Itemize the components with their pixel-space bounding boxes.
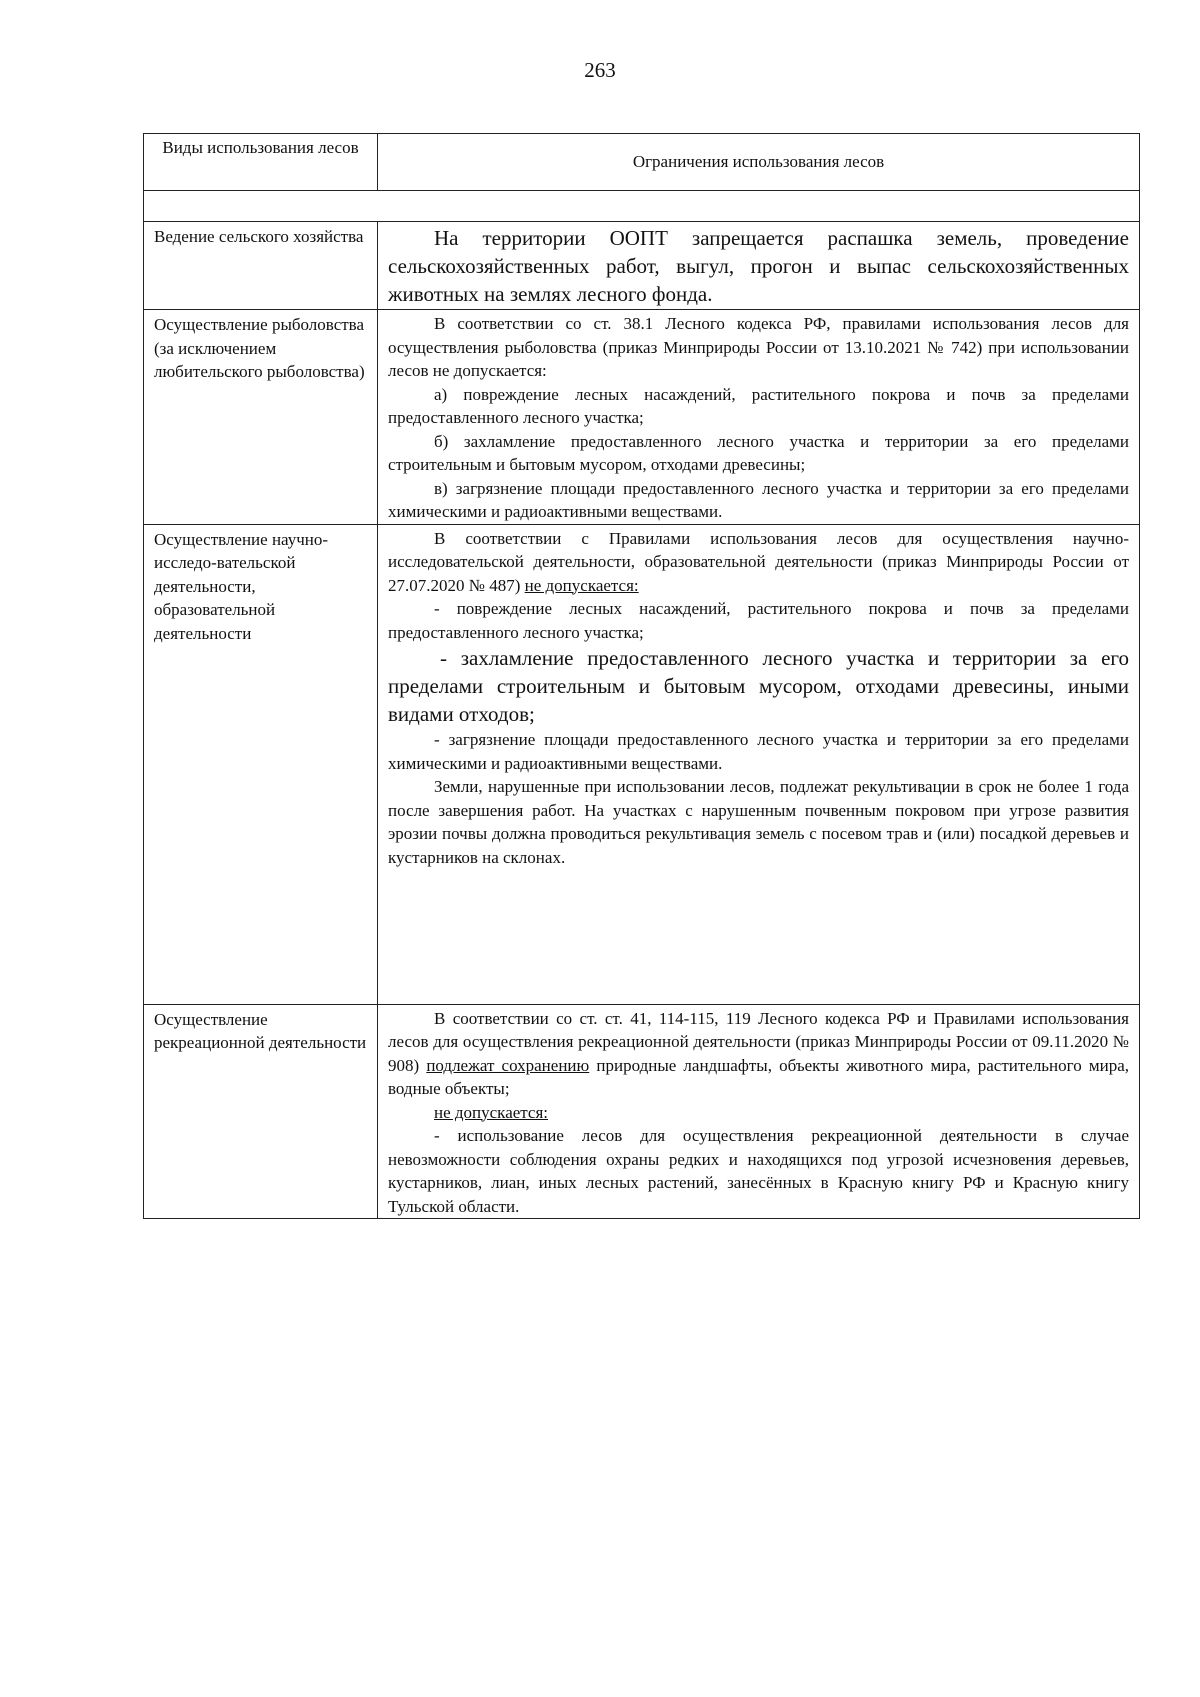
restriction-subhead — [388, 1101, 1129, 1125]
use-type-cell: Осуществление рыболовства (за исключением любительского рыболовства) — [144, 310, 378, 525]
header-use-types: Виды использования лесов — [144, 134, 378, 191]
restriction-paragraph: На территории ООПТ запрещается распашка земель, проведение сельскохозяйственных работ, выгул, прогон и выпас сельскохозяйственных животных на землях лесного фонда. — [388, 226, 1129, 306]
underlined-not-allowed: не допускается: — [524, 575, 639, 595]
restriction-intro-tail: природные ландшафты, объекты животного мира, растительного мира, водные объекты; — [388, 1055, 1129, 1098]
restriction-paragraph: а) повреждение лесных насаждений, растительного покрова и почв за пределами предоставленного лесного участка; — [388, 384, 1129, 427]
table-row — [144, 222, 1140, 310]
restriction-paragraph: Земли, нарушенные при использовании лесов, подлежат рекультивации в срок не более 1 года после завершения работ. На участках с нарушенным почвенным покровом при угрозе развития эрозии почвы должна проводиться рекультивация земель с посевом трав и (или) посадкой деревьев и кустарников на склонах. — [388, 777, 1129, 867]
table-row — [144, 524, 1140, 1004]
restriction-intro — [388, 527, 1129, 598]
use-type-cell: Ведение сельского хозяйства — [144, 222, 378, 310]
header-restrictions: Ограничения использования лесов — [378, 134, 1140, 191]
page-number: 263 — [584, 58, 616, 82]
restrictions-cell — [378, 222, 1140, 310]
use-type-cell: Осуществление научно-исследо-вательской деятельности, образовательной деятельности — [144, 524, 378, 1004]
underlined-not-allowed: не допускается: — [434, 1102, 549, 1122]
restrictions-cell — [378, 310, 1140, 525]
restriction-paragraph: в) загрязнение площади предоставленного лесного участка и территории за его пределами химическими и радиоактивными веществами. — [388, 478, 1129, 521]
table-row — [144, 1004, 1140, 1219]
restriction-paragraph: б) захламление предоставленного лесного участка и территории за его пределами строительным и бытовым мусором, отходами древесины; — [388, 431, 1129, 474]
forest-use-restrictions-table — [143, 133, 1140, 1219]
restrictions-cell — [378, 524, 1140, 1004]
restriction-paragraph: В соответствии со ст. 38.1 Лесного кодекса РФ, правилами использования лесов для осуществления рыболовства (приказ Минприроды России от 13.10.2021 № 742) при использовании лесов не допускается: — [388, 314, 1129, 380]
underlined-to-preserve: подлежат сохранению — [426, 1055, 590, 1075]
table-row — [144, 310, 1140, 525]
restriction-intro — [388, 1007, 1129, 1101]
use-type-cell: Осуществление рекреационной деятельности — [144, 1004, 378, 1219]
restriction-paragraph: - загрязнение площади предоставленного лесного участка и территории за его пределами химическими и радиоактивными веществами. — [388, 730, 1129, 773]
restrictions-cell — [378, 1004, 1140, 1219]
empty-row — [144, 191, 1140, 222]
restriction-paragraph: - повреждение лесных насаждений, растительного покрова и почв за пределами предоставленного лесного участка; — [388, 599, 1129, 642]
restriction-intro-text: В соответствии с Правилами использования лесов для осуществления научно-исследовательской деятельности, образовательной деятельности (приказ Минприроды России от 27.07.2020 № 487) — [388, 528, 1129, 595]
restriction-paragraph: - захламление предоставленного лесного участка и территории за его пределами строительным и бытовым мусором, отходами древесины, иными видами отходов; — [388, 646, 1129, 726]
restriction-intro-text: В соответствии со ст. ст. 41, 114-115, 119 Лесного кодекса РФ и Правилами использования лесов для осуществления рекреационной деятельности (приказ Минприроды России от 09.11.2020 № 908) — [388, 1008, 1129, 1075]
restriction-paragraph: - использование лесов для осуществления рекреационной деятельности в случае невозможности соблюдения охраны редких и находящихся под угрозой исчезновения деревьев, кустарников, лиан, иных лесных растений, занесённых в Красную книгу РФ и Красную книгу Тульской области. — [388, 1126, 1129, 1216]
table-header-row — [144, 134, 1140, 191]
